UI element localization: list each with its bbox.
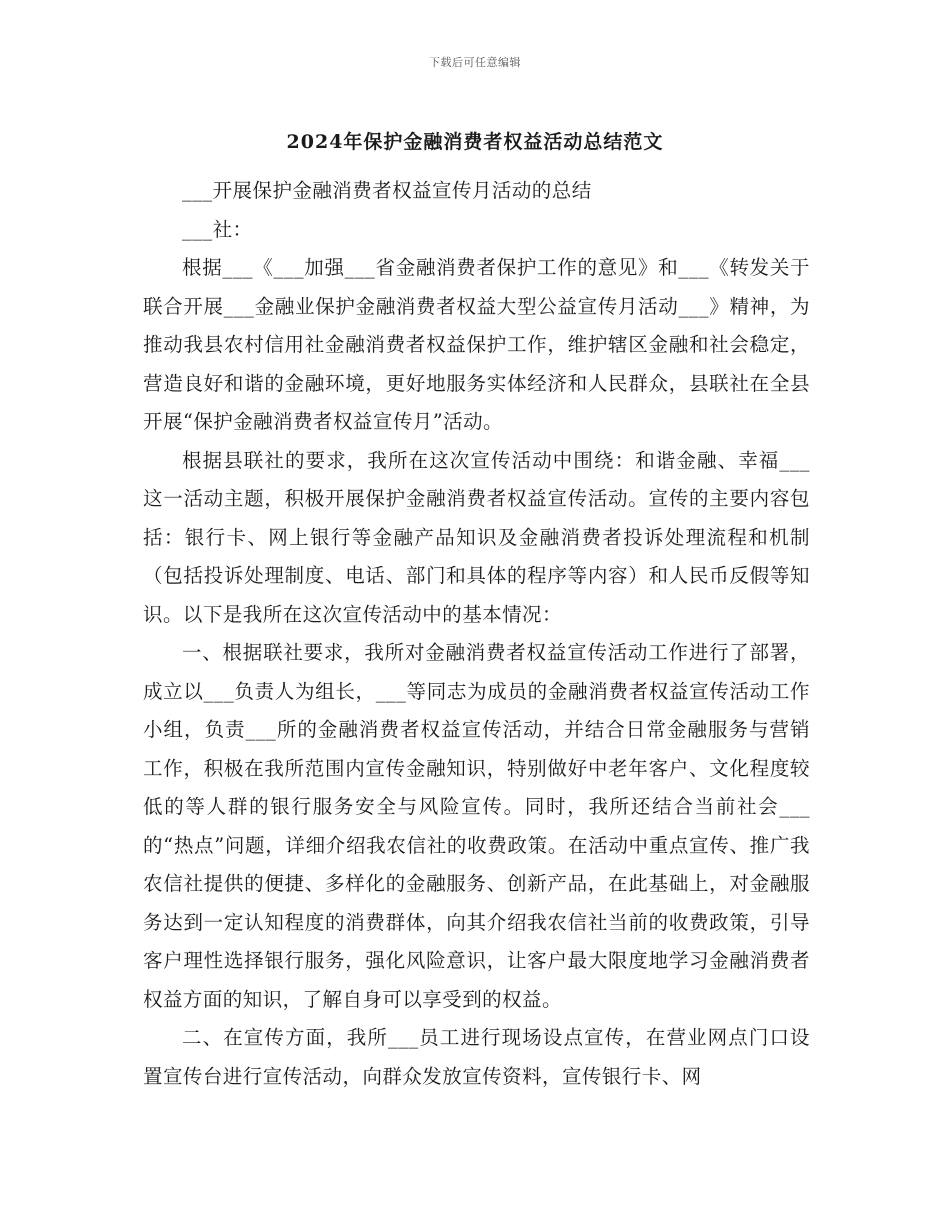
page-header-note: 下载后可任意编辑 <box>429 56 521 69</box>
paragraph-addressee: ___社： <box>182 217 253 241</box>
document-title: 2024年保护金融消费者权益活动总结范文 <box>286 131 664 153</box>
document-body <box>143 172 810 1096</box>
paragraph-subject: ___开展保护金融消费者权益宣传月活动的总结 <box>182 179 592 202</box>
paragraph-theme: 根据县联社的要求，我所在这次宣传活动中围绕：和谐金融、幸福___这一活动主题，积极开展保护金融消费者权益宣传活动。宣传的主要内容包括：银行卡、网上银行等金融产品知识及金融消费者投诉处理流程和机制（包括投诉处理制度、电话、部门和具体的程序等内容）和人民币反假等知识。以下是我所在这次宣传活动中的基本情况： <box>143 448 810 626</box>
paragraph-section-two: 二、在宣传方面，我所___员工进行现场设点宣传，在营业网点门口设置宣传台进行宣传活动，向群众发放宣传资料，宣传银行卡、网 <box>143 1026 810 1088</box>
paragraph-background: 根据___《___加强___省金融消费者保护工作的意见》和___《转发关于联合开展___金融业保护金融消费者权益大型公益宣传月活动___》精神，为推动我县农村信用社金融消费者权益保护工作，维护辖区金融和社会稳定，营造良好和谐的金融环境，更好地服务实体经济和人民群众，县联社在全县开展“保护金融消费者权益宣传月”活动。 <box>143 256 810 433</box>
paragraph-section-one: 一、根据联社要求，我所对金融消费者权益宣传活动工作进行了部署，成立以___负责人为组长，___等同志为成员的金融消费者权益宣传活动工作小组，负责___所的金融消费者权益宣传活动，并结合日常金融服务与营销工作，积极在我所范围内宣传金融知识，特别做好中老年客户、文化程度较低的等人群的银行服务安全与风险宣传。同时，我所还结合当前社会___的“热点”问题，详细介绍我农信社的收费政策。在活动中重点宣传、推广我农信社提供的便捷、多样化的金融服务、创新产品，在此基础上，对金融服务达到一定认知程度的消费群体，向其介绍我农信社当前的收费政策，引导客户理性选择银行服务，强化风险意识，让客户最大限度地学习金融消费者权益方面的知识，了解自身可以享受到的权益。 <box>143 641 810 1011</box>
